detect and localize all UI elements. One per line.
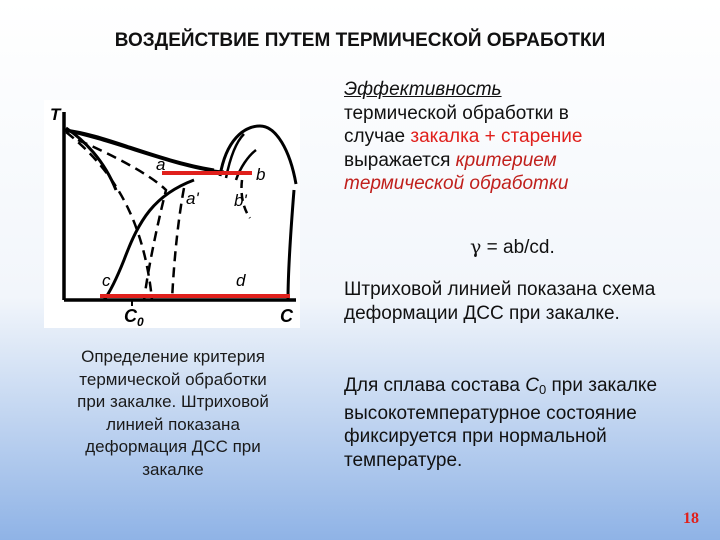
caption-line: Определение критерия bbox=[81, 347, 265, 366]
label-b: b bbox=[256, 165, 266, 184]
caption-line: линией показана bbox=[106, 414, 240, 434]
phase-diagram bbox=[44, 100, 300, 328]
label-a-prime: a' bbox=[186, 189, 199, 208]
formula-rest: = ab/cd. bbox=[481, 237, 555, 258]
p1-line4-red: критерием bbox=[455, 149, 557, 171]
effectiveness-word: Эффективность bbox=[344, 79, 502, 100]
dashed-curve-3 bbox=[172, 188, 184, 300]
caption-line: при закалке. Штриховой bbox=[77, 392, 269, 411]
caption-line: термической обработки bbox=[79, 369, 267, 389]
hump-inner-2 bbox=[236, 150, 256, 180]
page-number: 18 bbox=[683, 510, 699, 527]
gamma-symbol: γ bbox=[470, 236, 482, 258]
p1-line3-red: закалка + старение bbox=[410, 126, 583, 147]
label-a: a bbox=[156, 155, 166, 174]
p1-line5-red: термической обработки bbox=[344, 173, 569, 194]
figure-caption bbox=[40, 346, 306, 481]
caption-line: закалке bbox=[142, 459, 204, 479]
c0-sub-label: 0 bbox=[137, 315, 144, 328]
effectiveness-paragraph bbox=[344, 78, 694, 196]
p1-line4-a: выражается bbox=[344, 149, 456, 171]
label-d: d bbox=[236, 271, 246, 290]
p3-c: C bbox=[525, 375, 539, 396]
phase-diagram-svg bbox=[44, 100, 300, 328]
c-axis-label: C bbox=[280, 306, 293, 326]
p3-a: Для сплава состава bbox=[344, 375, 526, 396]
dashed-line-paragraph: Штриховой линией показана схема деформации ДСС при закалке. bbox=[344, 279, 656, 324]
gamma-formula bbox=[470, 236, 670, 260]
dashed-curve-2 bbox=[78, 140, 166, 300]
p1-line3-a: случае bbox=[344, 126, 411, 147]
p3-b: при закалке высокотемпературное состояние фиксируется при нормальной температуре. bbox=[344, 375, 658, 471]
p3-sub: 0 bbox=[539, 382, 547, 397]
label-c: c bbox=[102, 271, 111, 290]
c0-label: C bbox=[124, 306, 137, 326]
slide-title: ВОЗДЕЙСТВИЕ ПУТЕМ ТЕРМИЧЕСКОЙ ОБРАБОТКИ bbox=[114, 30, 606, 51]
caption-line: деформация ДСС при bbox=[85, 437, 261, 456]
alloy-paragraph bbox=[344, 374, 694, 472]
label-b-prime: b' bbox=[234, 191, 247, 210]
t-axis-label: T bbox=[50, 105, 61, 124]
p1-line2: термической обработки в bbox=[344, 102, 569, 124]
right-solvus bbox=[288, 190, 294, 300]
